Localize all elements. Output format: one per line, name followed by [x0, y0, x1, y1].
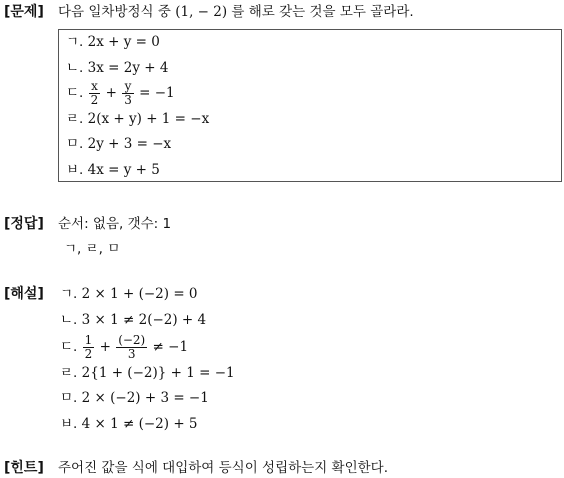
option-3: [66, 78, 175, 108]
fraction: $\frac{x}{2}$: [90, 79, 99, 107]
option-marker: ㄹ.: [66, 111, 84, 127]
question-suffix: 를 해로 갖는 것을 모두 골라라.: [231, 4, 414, 20]
option-6: [66, 161, 160, 179]
solution-step-5: [60, 389, 209, 407]
option-marker: ㄱ.: [66, 34, 84, 50]
problem-label: [문제]: [4, 4, 44, 20]
option-expr: 2(x + y) + 1 = −x: [87, 111, 210, 127]
solution-step-4: [60, 364, 235, 382]
step-marker: ㅁ.: [60, 390, 78, 406]
option-4: [66, 110, 209, 128]
step-expr: 2 × (−2) + 3 = −1: [81, 390, 209, 406]
answer-meta: 순서: 없음, 갯수: 1: [58, 216, 172, 232]
solution-step-3: [60, 330, 188, 364]
option-marker: ㄴ.: [66, 60, 84, 76]
option-marker: ㄷ.: [66, 85, 84, 101]
step-marker: ㄱ.: [60, 286, 78, 302]
solution-step-6: [60, 415, 198, 433]
option-2: [66, 59, 168, 77]
solution-label: [해설]: [4, 286, 44, 302]
option-marker: ㅁ.: [66, 136, 84, 152]
fraction: $\frac{y}{3}$: [124, 79, 132, 107]
hint-label: [힌트]: [4, 460, 44, 476]
step-expr: 3 × 1 ≠ 2(−2) + 4: [81, 312, 207, 328]
answer-value: ㄱ, ㄹ, ㅁ: [64, 241, 121, 257]
step-expr: 4 × 1 ≠ (−2) + 5: [81, 416, 198, 432]
step-expr-fraction: $\frac{1}{2}$ + $\frac{(-2)}{3}$ ≠ −1: [84, 333, 189, 361]
option-marker: ㅂ.: [66, 162, 84, 178]
question-prefix: 다음 일차방정식 중: [58, 4, 171, 20]
step-expr: 2 × 1 + (−2) = 0: [81, 286, 198, 302]
option-5: [66, 135, 171, 153]
step-marker: ㄷ.: [60, 339, 78, 355]
option-expr: 2x + y = 0: [87, 34, 160, 50]
option-1: [66, 33, 160, 51]
option-expr: 4x = y + 5: [87, 162, 160, 178]
question-pair: (1, − 2): [175, 4, 228, 20]
fraction: $\frac{1}{2}$: [84, 333, 93, 361]
step-marker: ㅂ.: [60, 416, 78, 432]
option-expr: 2y + 3 = −x: [87, 136, 172, 152]
step-expr: 2{1 + (−2)} + 1 = −1: [81, 365, 235, 381]
solution-step-2: [60, 311, 206, 329]
problem-question: [58, 3, 414, 21]
solution-step-1: [60, 285, 198, 303]
step-marker: ㄴ.: [60, 312, 78, 328]
step-marker: ㄹ.: [60, 365, 78, 381]
option-expr: 3x = 2y + 4: [87, 60, 169, 76]
option-expr-fraction: $\frac{x}{2}$ + $\frac{y}{3}$ = −1: [90, 79, 175, 107]
answer-label: [정답]: [4, 216, 44, 232]
hint-text: 주어진 값을 식에 대입하여 등식이 성립하는지 확인한다.: [58, 460, 388, 476]
fraction: $\frac{(-2)}{3}$: [118, 333, 146, 361]
